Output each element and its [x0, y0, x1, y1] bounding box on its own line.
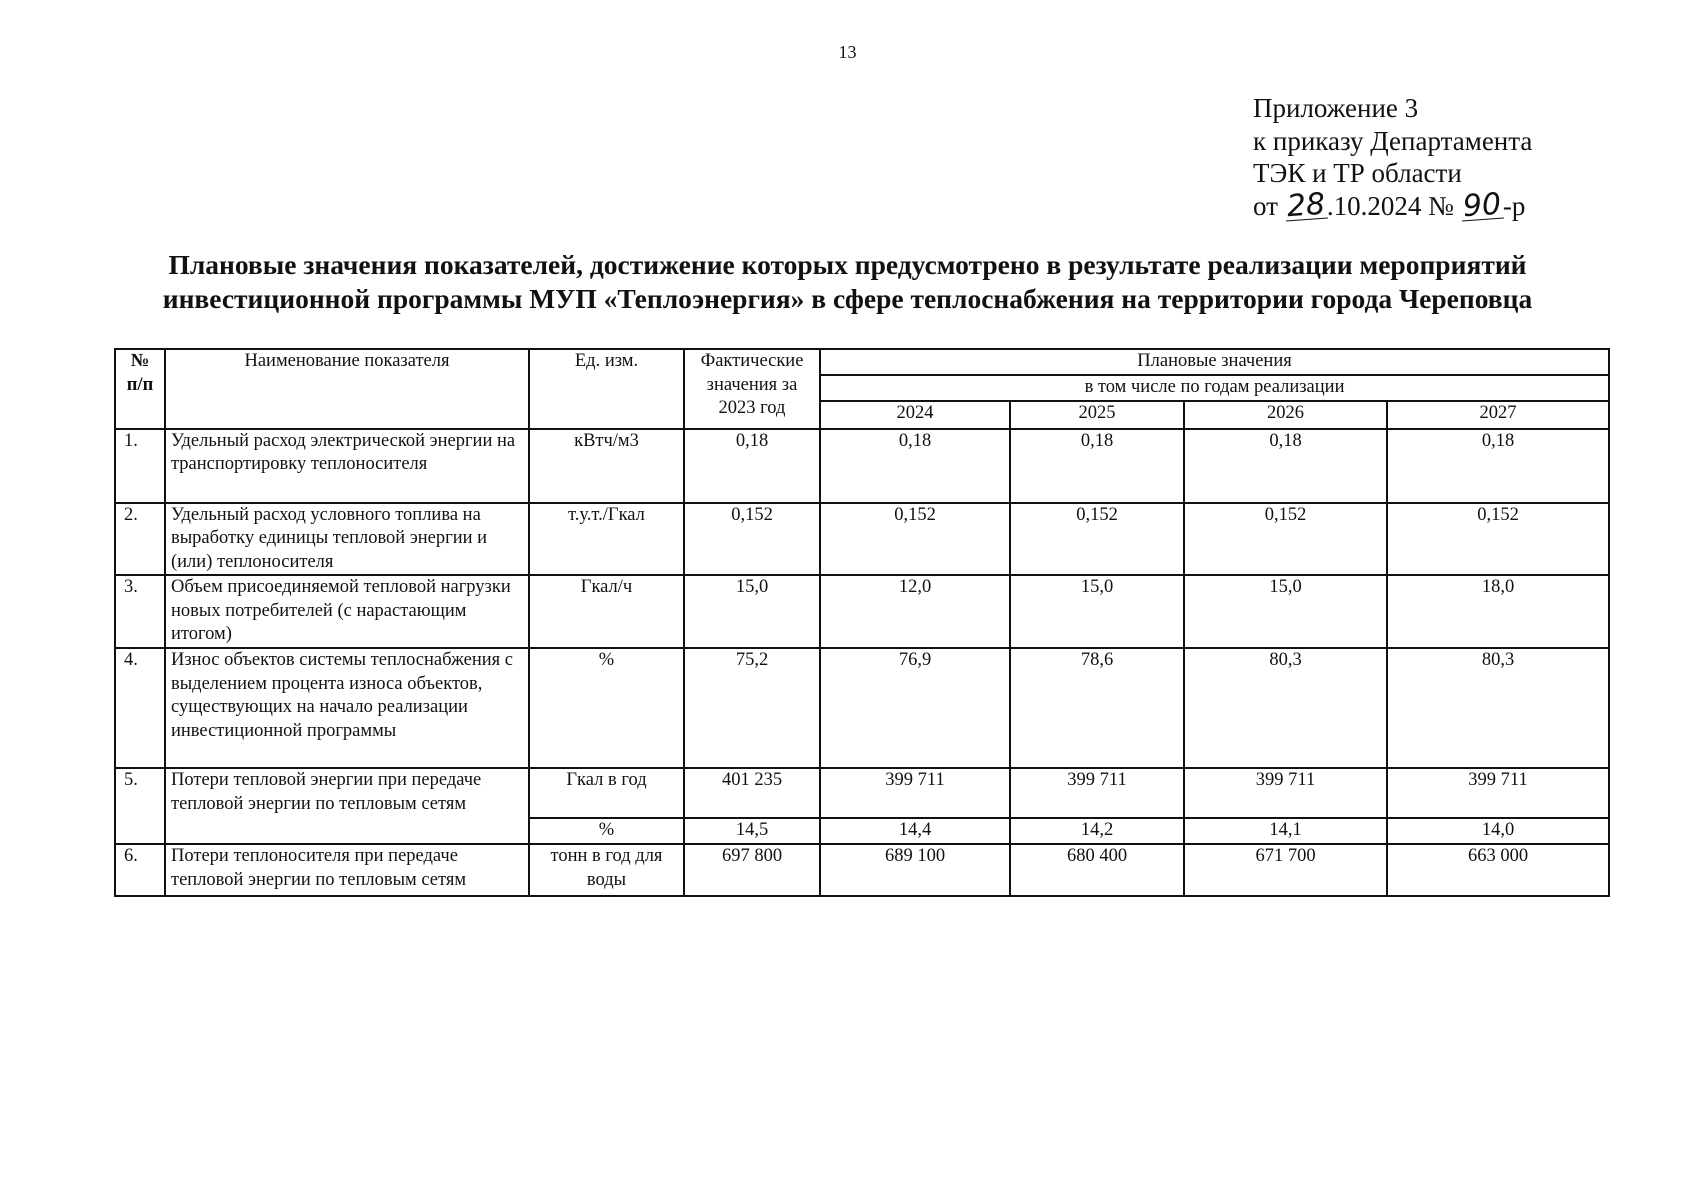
- row-num: 5.: [115, 768, 165, 844]
- order-number-handwritten: 90: [1461, 186, 1502, 224]
- row-actual-value: 0,152: [684, 503, 820, 576]
- row-actual-value: 14,5: [684, 818, 820, 844]
- row-plan-value: 689 100: [820, 844, 1010, 896]
- row-unit: Гкал в год: [529, 768, 684, 818]
- row-unit: %: [529, 648, 684, 768]
- table-row: [115, 503, 1609, 576]
- row-plan-value: 0,18: [1184, 429, 1387, 503]
- row-plan-value: 12,0: [820, 575, 1010, 648]
- row-actual-value: 75,2: [684, 648, 820, 768]
- row-indicator-name: Объем присоединяемой тепловой нагрузки новых потребителей (с нарастающим итогом): [165, 575, 529, 648]
- table-row: [115, 429, 1609, 503]
- appendix-line-2: к приказу Департамента: [1253, 125, 1533, 156]
- appendix-line-1: Приложение 3: [1253, 93, 1419, 123]
- row-plan-value: 14,1: [1184, 818, 1387, 844]
- row-unit: Гкал/ч: [529, 575, 684, 648]
- indicators-table: [114, 348, 1610, 897]
- row-num: 1.: [115, 429, 165, 503]
- row-plan-value: 0,152: [820, 503, 1010, 576]
- number-sign: №: [1428, 190, 1454, 221]
- row-plan-value: 14,0: [1387, 818, 1609, 844]
- row-plan-value: 399 711: [820, 768, 1010, 818]
- row-plan-value: 15,0: [1184, 575, 1387, 648]
- header-planned: Плановые значения: [820, 349, 1609, 375]
- row-plan-value: 80,3: [1184, 648, 1387, 768]
- row-unit: кВтч/м3: [529, 429, 684, 503]
- title-line-2: инвестиционной программы МУП «Теплоэнергия» в сфере теплоснабжения на территории города Череповца: [162, 283, 1533, 314]
- table-row: [115, 768, 1609, 818]
- document-title: [0, 248, 1695, 316]
- header-year: 2024: [820, 401, 1010, 429]
- row-plan-value: 18,0: [1387, 575, 1609, 648]
- row-plan-value: 0,18: [1387, 429, 1609, 503]
- header-name: Наименование показателя: [165, 349, 529, 429]
- row-plan-value: 680 400: [1010, 844, 1184, 896]
- date-day-handwritten: 28: [1285, 186, 1326, 224]
- row-num: 4.: [115, 648, 165, 768]
- date-prefix: от: [1253, 190, 1278, 221]
- row-plan-value: 399 711: [1387, 768, 1609, 818]
- header-by-years: в том числе по годам реализации: [820, 375, 1609, 401]
- appendix-block: [1253, 92, 1532, 222]
- row-plan-value: 0,18: [1010, 429, 1184, 503]
- row-unit: %: [529, 818, 684, 844]
- row-plan-value: 399 711: [1010, 768, 1184, 818]
- row-unit: тонн в год для воды: [529, 844, 684, 896]
- row-num: 3.: [115, 575, 165, 648]
- row-unit: т.у.т./Гкал: [529, 503, 684, 576]
- header-num: № п/п: [115, 349, 165, 429]
- row-actual-value: 401 235: [684, 768, 820, 818]
- row-actual-value: 697 800: [684, 844, 820, 896]
- appendix-line-3: ТЭК и ТР области: [1253, 158, 1462, 188]
- header-unit: Ед. изм.: [529, 349, 684, 429]
- row-actual-value: 0,18: [684, 429, 820, 503]
- row-num: 6.: [115, 844, 165, 896]
- row-indicator-name: Удельный расход условного топлива на выработку единицы тепловой энергии и (или) теплоносителя: [165, 503, 529, 576]
- date-rest: .10.2024: [1326, 190, 1422, 221]
- header-year: 2025: [1010, 401, 1184, 429]
- row-plan-value: 0,152: [1184, 503, 1387, 576]
- row-indicator-name: Потери теплоносителя при передаче тепловой энергии по тепловым сетям: [165, 844, 529, 896]
- row-plan-value: 399 711: [1184, 768, 1387, 818]
- title-line-1: Плановые значения показателей, достижение которых предусмотрено в результате реализации мероприятий: [168, 249, 1527, 280]
- row-plan-value: 663 000: [1387, 844, 1609, 896]
- table-row: [115, 575, 1609, 648]
- row-plan-value: 80,3: [1387, 648, 1609, 768]
- table-row: [115, 648, 1609, 768]
- row-num: 2.: [115, 503, 165, 576]
- row-indicator-name: Потери тепловой энергии при передаче тепловой энергии по тепловым сетям: [165, 768, 529, 844]
- row-plan-value: 15,0: [1010, 575, 1184, 648]
- row-plan-value: 76,9: [820, 648, 1010, 768]
- row-plan-value: 0,152: [1010, 503, 1184, 576]
- header-year: 2027: [1387, 401, 1609, 429]
- page-number: 13: [838, 42, 857, 62]
- appendix-date-line: [1253, 186, 1532, 224]
- row-plan-value: 0,152: [1387, 503, 1609, 576]
- row-plan-value: 78,6: [1010, 648, 1184, 768]
- header-year: 2026: [1184, 401, 1387, 429]
- row-plan-value: 14,2: [1010, 818, 1184, 844]
- row-plan-value: 14,4: [820, 818, 1010, 844]
- row-plan-value: 0,18: [820, 429, 1010, 503]
- number-suffix: -р: [1502, 190, 1526, 221]
- row-actual-value: 15,0: [684, 575, 820, 648]
- header-actual: Фактические значения за 2023 год: [684, 349, 820, 429]
- table-row: [115, 844, 1609, 896]
- row-plan-value: 671 700: [1184, 844, 1387, 896]
- row-indicator-name: Износ объектов системы теплоснабжения с выделением процента износа объектов, существующих на начало реализации инвестиционной программы: [165, 648, 529, 768]
- row-indicator-name: Удельный расход электрической энергии на транспортировку теплоносителя: [165, 429, 529, 503]
